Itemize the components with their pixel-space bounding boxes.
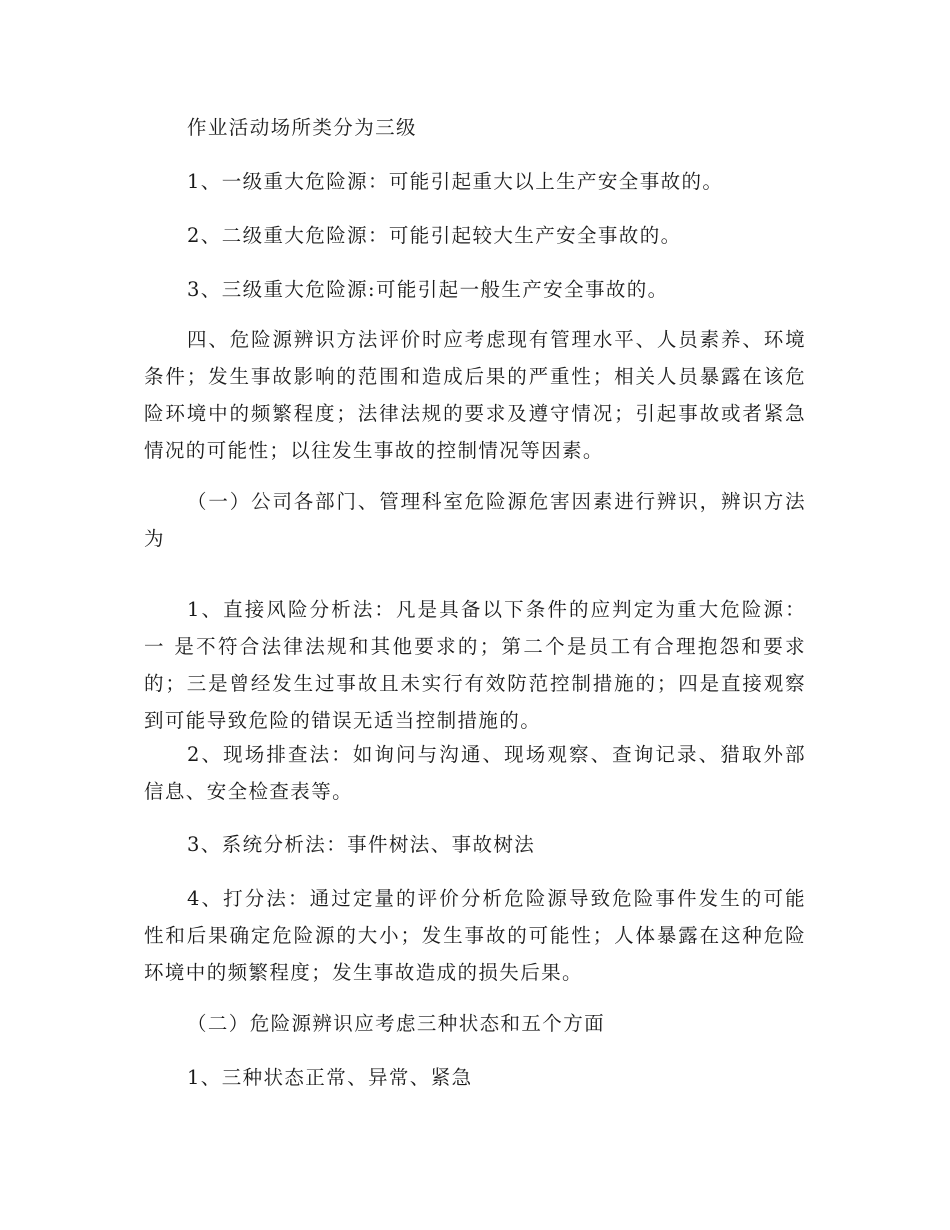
paragraph-level-3: 3、三级重大危险源:可能引起一般生产安全事故的。 — [187, 278, 669, 301]
paragraph-method-3: 3、系统分析法：事件树法、事故树法 — [187, 833, 536, 856]
paragraph-three-states: 1、三种状态正常、异常、紧急 — [187, 1066, 473, 1089]
paragraph-method-4: 4、打分法：通过定量的评价分析危险源导致危险事件发生的可能性和后果确定危险源的大小；发生事故的可能性；人体暴露在这种危险环境中的频繁程度；发生事故造成的损失后果。 — [144, 887, 806, 984]
paragraph-subsection-1: （一）公司各部门、管理科室危险源危害因素进行辨识，辨识方法为 — [144, 490, 806, 550]
paragraph-method-1: 1、直接风险分析法：凡是具备以下条件的应判定为重大危险源：一 是不符合法律法规和其他要求的；第二个是员工有合理抱怨和要求的；三是曾经发生过事故且未实行有效防范控制措施的；四是直接观察到可能导致危险的错误无适当控制措施的。 — [144, 598, 806, 732]
paragraph-method-2: 2、现场排查法：如询问与沟通、现场观察、查询记录、猎取外部信息、安全检查表等。 — [144, 743, 806, 803]
paragraph-level-2: 2、二级重大危险源：可能引起较大生产安全事故的。 — [187, 224, 682, 247]
paragraph-section-4: 四、危险源辨识方法评价时应考虑现有管理水平、人员素养、环境条件；发生事故影响的范围和造成后果的严重性；相关人员暴露在该危险环境中的频繁程度；法律法规的要求及遵守情况；引起事故或者紧急情况的可能性；以往发生事故的控制情况等因素。 — [144, 328, 806, 462]
paragraph-subsection-2: （二）危险源辨识应考虑三种状态和五个方面 — [187, 1012, 606, 1035]
paragraph-level-1: 1、一级重大危险源：可能引起重大以上生产安全事故的。 — [187, 170, 724, 193]
paragraph-intro: 作业活动场所类分为三级 — [187, 116, 417, 139]
